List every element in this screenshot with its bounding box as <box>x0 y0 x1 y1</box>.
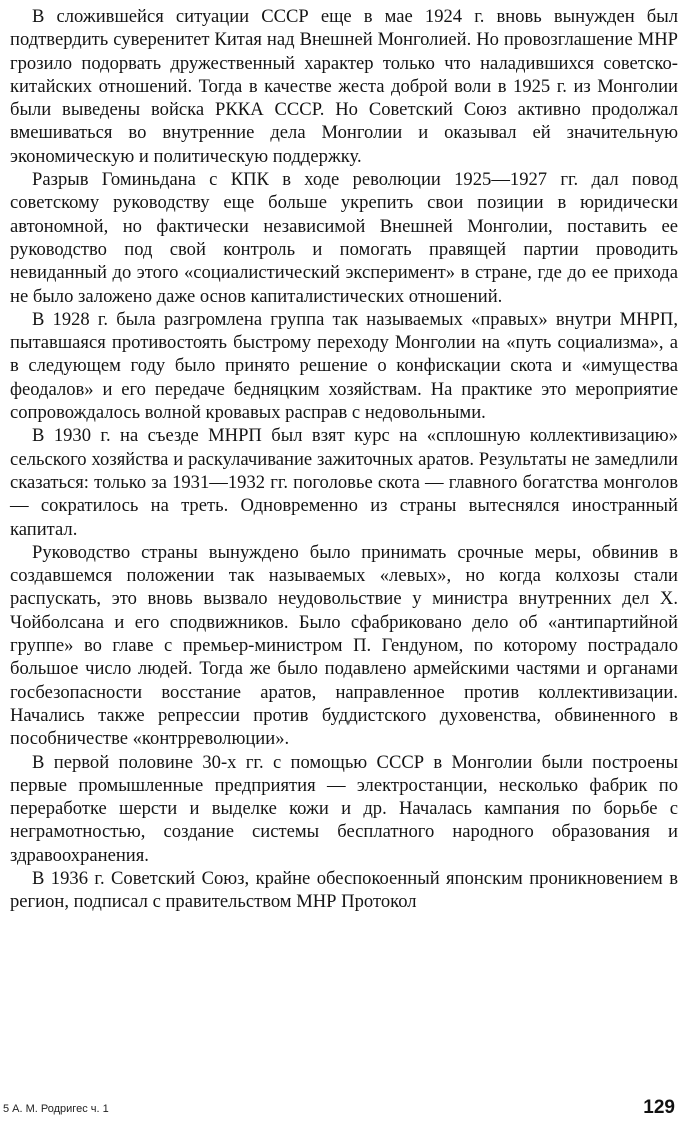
body-text <box>10 5 678 914</box>
printer-signature: 5 А. М. Родригес ч. 1 <box>3 1103 109 1115</box>
paragraph-1: В сложившейся ситуации СССР еще в мае 1924 г. вновь вынужден был подтвердить суверенитет Китая над Внешней Монголией. Но провозглашение МНР грозило подорвать дружественный характер только что наладившихся советско-китайских отношений. Тогда в качестве жеста доброй воли в 1925 г. из Монголии были выведены войска РККА СССР. Но Советский Союз активно продолжал вмешиваться во внутренние дела Монголии и оказывал ей значительную экономическую и политическую поддержку. <box>10 6 678 167</box>
paragraph-6: В первой половине 30-х гг. с помощью СССР в Монголии были построены первые промышленные предприятия — электростанции, несколько фабрик по переработке шерсти и выделке кожи и др. Началась кампания по борьбе с неграмотностью, создание системы бесплатного народного образования и здравоохранения. <box>10 751 678 866</box>
paragraph-3: В 1928 г. была разгромлена группа так называемых «правых» внутри МНРП, пытавшаяся противостоять быстрому переходу Монголии на «путь социализма», а в следующем году было принято решение о конфискации скота и «имущества феодалов» и его передаче бедняцким хозяйствам. На практике это мероприятие сопровождалось волной кровавых расправ с недовольными. <box>10 308 678 424</box>
paragraph-5: Руководство страны вынуждено было принимать срочные меры, обвинив в создавшемся положении так называемых «левых», но когда колхозы стали распускать, это вновь вызвало неудовольствие у министра внутренних дел Х. Чойболсана и его сподвижников. Было сфабриковано дело об «антипартийной группе» во главе с премьер-министром П. Гендуном, по которому пострадало большое число людей. Тогда же было подавлено армейскими частями и органами госбезопасности восстание аратов, направленное против коллективизации. Начались также репрессии против буддистского духовенства, обвиненного в пособничестве «контрреволюции». <box>10 541 678 750</box>
page-number: 129 <box>643 1097 675 1118</box>
paragraph-7: В 1936 г. Советский Союз, крайне обеспокоенный японским проникновением в регион, подписал с правительством МНР Протокол <box>10 867 678 913</box>
paragraph-2: Разрыв Гоминьдана с КПК в ходе революции 1925—1927 гг. дал повод советскому руководству еще больше укрепить свои позиции в юридически автономной, но фактически независимой Внешней Монголии, поставить ее руководство под свой контроль и помогать правящей партии проводить невиданный до этого «социалистический эксперимент» в стране, где до ее прихода не было заложено даже основ капиталистических отношений. <box>10 169 678 307</box>
paragraph-4: В 1930 г. на съезде МНРП был взят курс на «сплошную коллективизацию» сельского хозяйства и раскулачивание зажиточных аратов. Результаты не замедлили сказаться: только за 1931—1932 гг. поголовье скота — главного богатства монголов — сократилось на треть. Одновременно из страны вытеснялся иностранный капитал. <box>10 425 678 540</box>
